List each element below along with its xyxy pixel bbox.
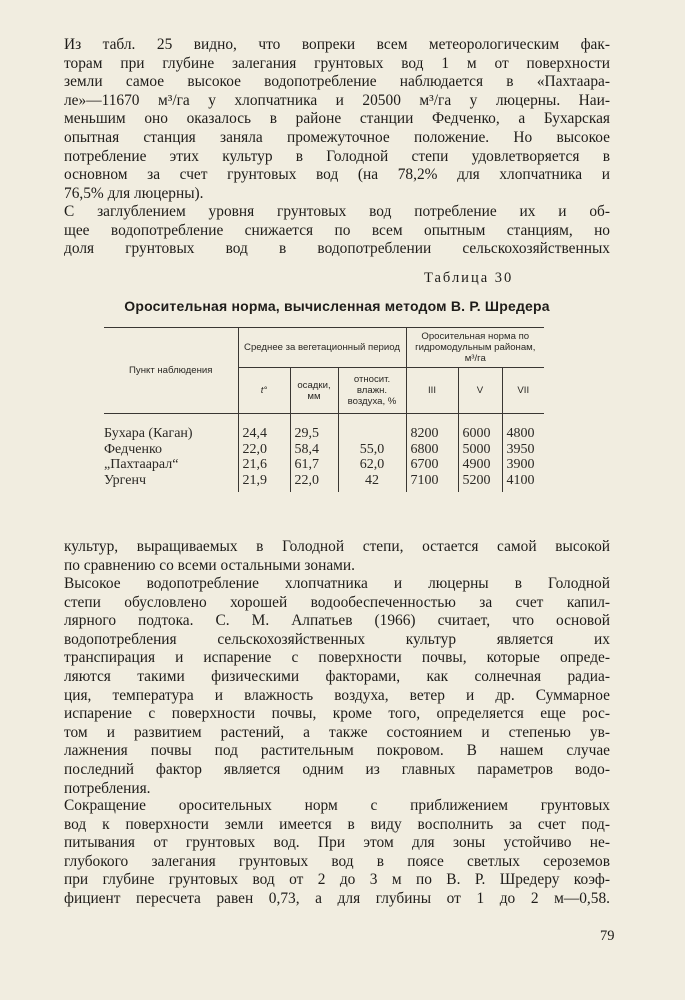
text-line: щее водопотребление снижается по всем опытным станциям, но xyxy=(64,221,610,239)
text-line: основном за счет грунтовых вод (на 78,2% для хлопчатника и xyxy=(64,166,610,184)
header-humidity: относит. влажн. воздуха, % xyxy=(338,368,406,414)
table-title: Оросительная норма, вычисленная методом В. Р. Шредера xyxy=(124,298,550,314)
header-region-iii: III xyxy=(406,368,458,414)
header-region-v: V xyxy=(458,368,502,414)
text-line: испарение с поверхности почвы, кроме того, определяется еще рос- xyxy=(64,705,610,723)
text-line: опытная станция заняла промежуточное положение. Но высокое xyxy=(64,128,610,146)
text-line: при глубине грунтовых вод от 2 до 3 м по В. Р. Шредеру коэф- xyxy=(64,871,610,889)
text-line: питывания от грунтовых вод. При этом для зоны устойчиво не- xyxy=(64,834,610,852)
paragraph-water-consumption xyxy=(64,575,610,798)
cell-humidity: 62,0 xyxy=(338,457,406,473)
header-region-vii: VII xyxy=(502,368,544,414)
text-line: лярного подтока. С. М. Алпатьев (1966) считает, что основой xyxy=(64,612,610,630)
paragraph-irrigation-reduction xyxy=(64,797,610,909)
cell-region-vii: 3900 xyxy=(502,457,544,473)
cell-region-vii: 3950 xyxy=(502,442,544,458)
header-season-average: Среднее за вегетационный период xyxy=(238,328,406,368)
page-number: 79 xyxy=(600,928,615,944)
data-table xyxy=(104,327,544,492)
text-line: Сокращение оросительных норм с приближением грунтовых xyxy=(64,797,610,814)
cell-region-v: 6000 xyxy=(458,414,502,442)
text-line: водопотребления сельскохозяйственных культур является их xyxy=(64,630,610,648)
text-line: транспирация и испарение с поверхности почвы, которые опреде- xyxy=(64,649,610,667)
header-point: Пункт наблюдения xyxy=(104,328,238,414)
paragraph-deepening xyxy=(64,203,610,259)
text-line: глубокого залегания грунтовых вод в поясе светлых сероземов xyxy=(64,852,610,870)
table-row xyxy=(104,414,544,442)
cell-point: Ургенч xyxy=(104,472,146,488)
cell-temperature: 21,9 xyxy=(238,473,290,493)
cell-temperature: 21,6 xyxy=(238,457,290,473)
cell-region-vii: 4100 xyxy=(502,473,544,493)
text-line: потребления. xyxy=(64,779,151,797)
cell-region-v: 5200 xyxy=(458,473,502,493)
text-line: степи обусловлено хорошей водообеспеченностью за счет капил- xyxy=(64,593,610,611)
text-line: Из табл. 25 видно, что вопреки всем метеорологическим фак- xyxy=(64,36,610,53)
text-line: культур, выращиваемых в Голодной степи, остается самой высокой xyxy=(64,538,610,555)
paragraph-continuation xyxy=(64,538,610,575)
cell-region-iii: 6800 xyxy=(406,442,458,458)
cell-precipitation: 29,5 xyxy=(290,414,338,442)
text-line: лажнения почвы под растительным покровом. В нашем случае xyxy=(64,742,610,760)
text-line: торам при глубине залегания грунтовых вод 1 м от поверхности xyxy=(64,54,610,72)
text-line: потребление этих культур в Голодной степи удовлетворяется в xyxy=(64,147,610,165)
text-line: ляются такими физическими факторами, как солнечная радиа- xyxy=(64,667,610,685)
header-temperature: t° xyxy=(238,368,290,414)
cell-temperature: 22,0 xyxy=(238,442,290,458)
cell-region-vii: 4800 xyxy=(502,414,544,442)
cell-region-v: 4900 xyxy=(458,457,502,473)
text-line: доля грунтовых вод в водопотреблении сельскохозяйственных xyxy=(64,240,610,258)
header-precipitation: осадки, мм xyxy=(290,368,338,414)
table-row xyxy=(104,442,544,458)
text-line: по сравнению со всеми остальными зонами. xyxy=(64,556,355,574)
text-line: вод к поверхности земли имеется в виду восполнить за счет под- xyxy=(64,815,610,833)
cell-temperature: 24,4 xyxy=(238,414,290,442)
text-line: Высокое водопотребление хлопчатника и люцерны в Голодной xyxy=(64,575,610,592)
header-irrigation-norm: Оросительная норма по гидромодульным районам, м³/га xyxy=(406,328,544,368)
cell-humidity: 42 xyxy=(338,473,406,493)
paragraph-intro xyxy=(64,36,610,203)
text-line: последний фактор является одним из главных параметров водо- xyxy=(64,760,610,778)
text-line: С заглублением уровня грунтовых вод потребление их и об- xyxy=(64,203,610,220)
text-line: том и развитием растений, а также состоянием и степенью ув- xyxy=(64,723,610,741)
text-line: 76,5% для люцерны). xyxy=(64,184,204,202)
cell-region-iii: 8200 xyxy=(406,414,458,442)
table-row xyxy=(104,473,544,493)
cell-point: Федченко xyxy=(104,441,163,457)
cell-humidity: 55,0 xyxy=(338,442,406,458)
table-label: Таблица 30 xyxy=(424,270,514,286)
cell-region-v: 5000 xyxy=(458,442,502,458)
text-line: меньшим оно оказалось в районе станции Федченко, а Бухарская xyxy=(64,110,610,128)
cell-precipitation: 58,4 xyxy=(290,442,338,458)
cell-region-iii: 6700 xyxy=(406,457,458,473)
cell-region-iii: 7100 xyxy=(406,473,458,493)
table-row xyxy=(104,457,544,473)
cell-precipitation: 22,0 xyxy=(290,473,338,493)
cell-point: Бухара (Каган) xyxy=(104,426,193,441)
text-line: фициент пересчета равен 0,73, а для глубины от 1 до 2 м—0,58. xyxy=(64,889,610,907)
text-line: ле»—11670 м³/га у хлопчатника и 20500 м³/га у люцерны. Наи- xyxy=(64,91,610,109)
cell-point: „Пахтаарал“ xyxy=(104,457,179,472)
cell-humidity xyxy=(338,414,406,442)
text-line: земли самое высокое водопотребление наблюдается в «Пахтаара- xyxy=(64,73,610,91)
text-line: ция, температура и влажность воздуха, ветер и др. Суммарное xyxy=(64,686,610,704)
cell-precipitation: 61,7 xyxy=(290,457,338,473)
